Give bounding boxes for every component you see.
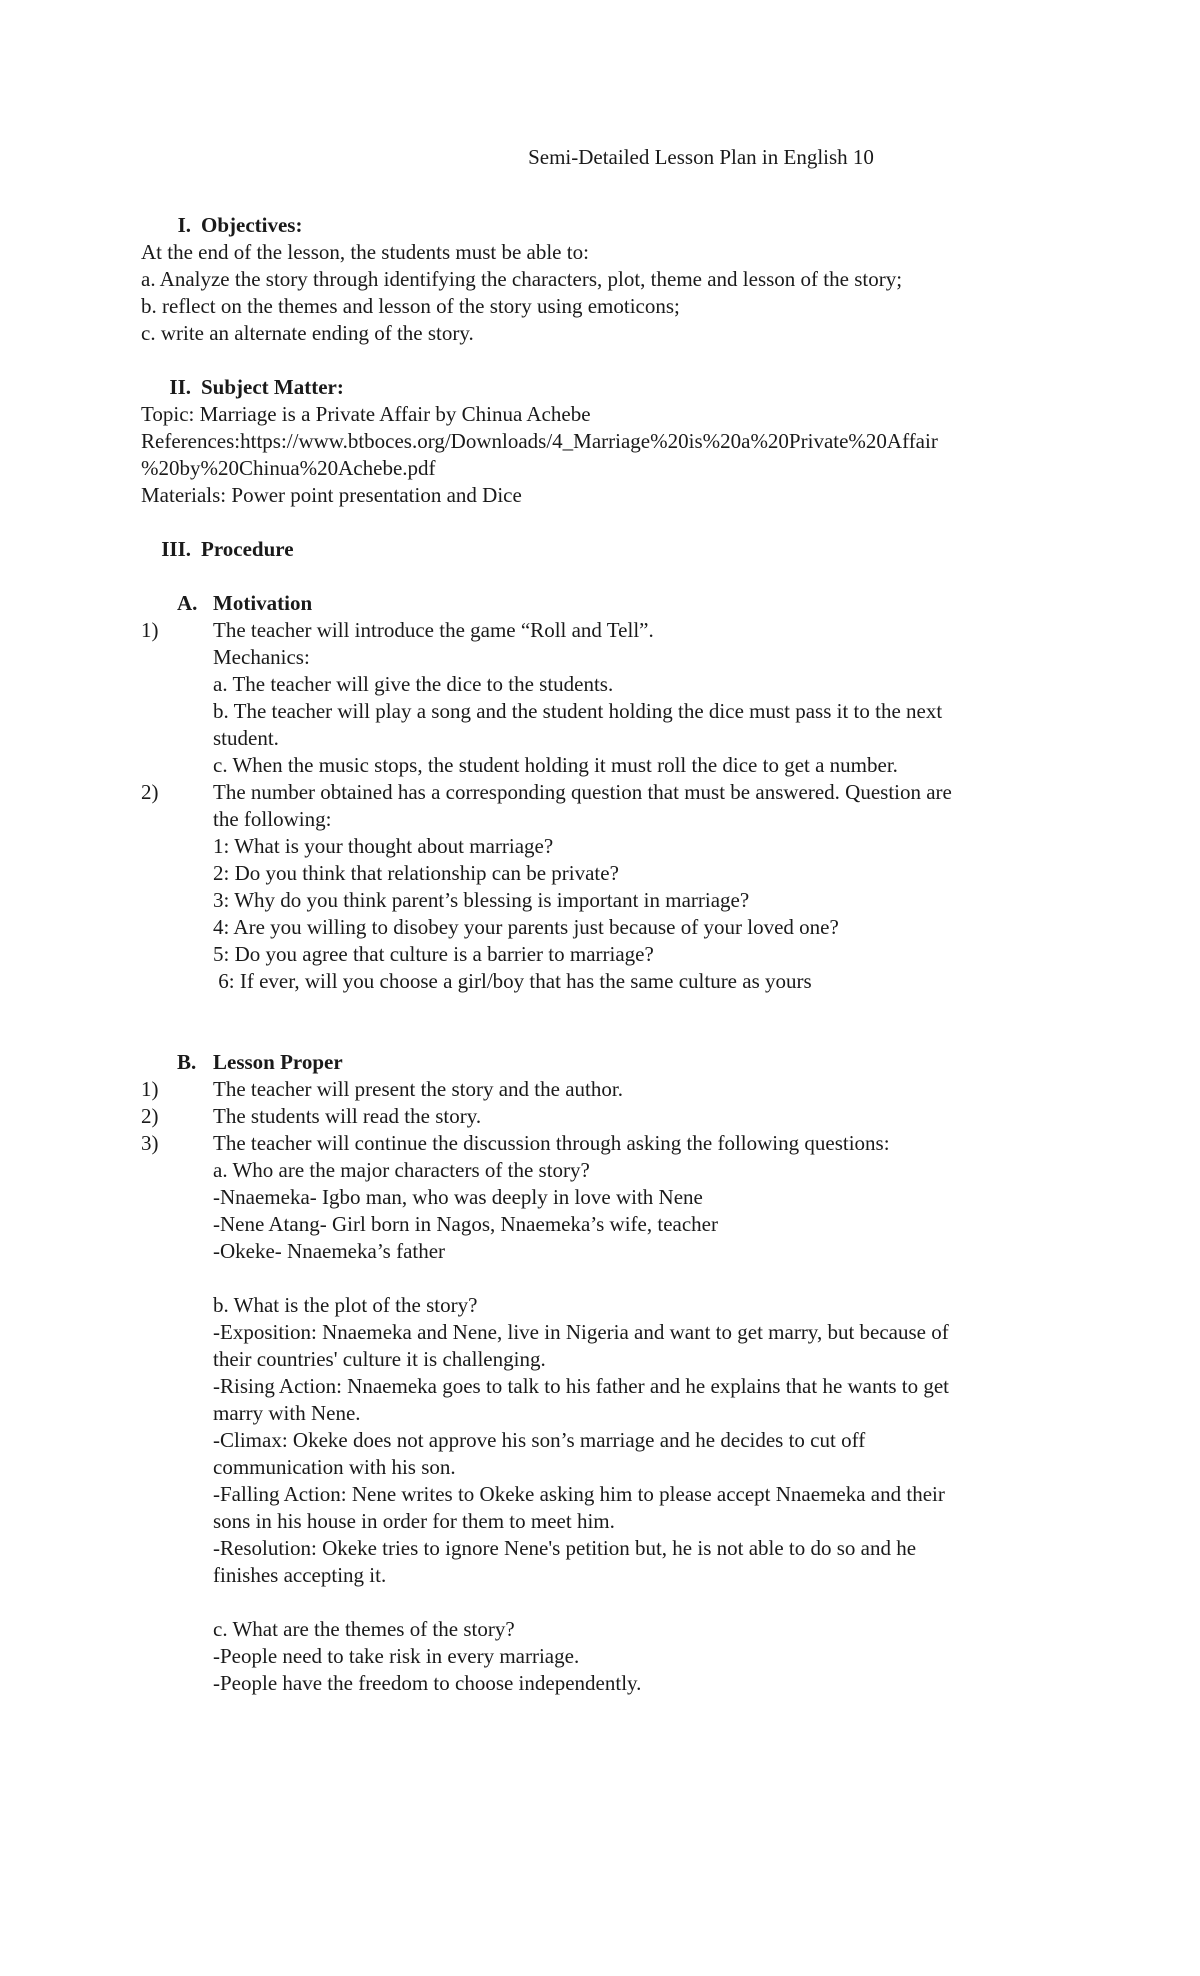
question-item: 4: Are you willing to disobey your parents just because of your loved one? xyxy=(213,915,839,939)
subsection-title: Lesson Proper xyxy=(213,1050,343,1074)
objectives-intro: At the end of the lesson, the students must be able to: xyxy=(141,240,589,264)
reference-line: References:https://www.btboces.org/Downloads/4_Marriage%20is%20a%20Private%20Affair xyxy=(141,429,938,453)
question-item: 5: Do you agree that culture is a barrier to marriage? xyxy=(213,942,654,966)
theme-item: -People have the freedom to choose independently. xyxy=(213,1671,642,1695)
materials-line: Materials: Power point presentation and Dice xyxy=(141,483,522,507)
step-number: 1) xyxy=(141,1077,159,1101)
subsection-title: Motivation xyxy=(213,591,313,615)
subsection-letter: B. xyxy=(177,1050,197,1074)
objectives-heading xyxy=(141,212,1061,239)
plot-line: finishes accepting it. xyxy=(213,1563,387,1587)
character-item: -Nnaemeka- Igbo man, who was deeply in love with Nene xyxy=(213,1185,703,1209)
subsection-letter: A. xyxy=(177,591,198,615)
step-text: The students will read the story. xyxy=(213,1104,482,1128)
theme-item: -People need to take risk in every marriage. xyxy=(213,1644,580,1668)
discussion-question: b. What is the plot of the story? xyxy=(213,1293,478,1317)
objective-item: b. reflect on the themes and lesson of the story using emoticons; xyxy=(141,294,680,318)
step-text: The teacher will introduce the game “Roll and Tell”. xyxy=(213,618,654,642)
mechanics-item: b. The teacher will play a song and the student holding the dice must pass it to the next xyxy=(213,699,943,723)
numbered-step xyxy=(141,1103,1061,1130)
document-title: Semi-Detailed Lesson Plan in English 10 xyxy=(528,145,874,169)
motivation-heading xyxy=(141,590,1061,617)
numbered-step xyxy=(141,1130,1061,1157)
topic-line: Topic: Marriage is a Private Affair by Chinua Achebe xyxy=(141,402,591,426)
numbered-step xyxy=(141,779,1061,806)
section-title: Objectives: xyxy=(201,213,303,237)
step-text-continued: the following: xyxy=(213,807,332,831)
mechanics-label: Mechanics: xyxy=(213,645,310,669)
lesson-proper-heading xyxy=(141,1049,1061,1076)
question-item: 2: Do you think that relationship can be private? xyxy=(213,861,619,885)
step-number: 2) xyxy=(141,1104,159,1128)
section-number: I. xyxy=(177,213,191,237)
step-number: 1) xyxy=(141,618,159,642)
plot-line: -Resolution: Okeke tries to ignore Nene's petition but, he is not able to do so and he xyxy=(213,1536,917,1560)
plot-line: sons in his house in order for them to meet him. xyxy=(213,1509,615,1533)
plot-line: -Falling Action: Nene writes to Okeke asking him to please accept Nnaemeka and their xyxy=(213,1482,945,1506)
objective-item: c. write an alternate ending of the story. xyxy=(141,321,474,345)
question-item: 1: What is your thought about marriage? xyxy=(213,834,554,858)
section-title: Subject Matter: xyxy=(201,375,344,399)
mechanics-item: a. The teacher will give the dice to the students. xyxy=(213,672,614,696)
discussion-question: c. What are the themes of the story? xyxy=(213,1617,515,1641)
step-text: The teacher will continue the discussion through asking the following questions: xyxy=(213,1131,890,1155)
question-item: 6: If ever, will you choose a girl/boy that has the same culture as yours xyxy=(213,969,812,993)
step-number: 2) xyxy=(141,780,159,804)
reference-line-continued: %20by%20Chinua%20Achebe.pdf xyxy=(141,456,436,480)
section-title: Procedure xyxy=(201,537,294,561)
character-item: -Okeke- Nnaemeka’s father xyxy=(213,1239,446,1263)
objective-item: a. Analyze the story through identifying the characters, plot, theme and lesson of the story; xyxy=(141,267,903,291)
plot-line: their countries' culture it is challenging. xyxy=(213,1347,546,1371)
question-item: 3: Why do you think parent’s blessing is important in marriage? xyxy=(213,888,750,912)
subject-matter-heading xyxy=(141,374,1061,401)
character-item: -Nene Atang- Girl born in Nagos, Nnaemeka’s wife, teacher xyxy=(213,1212,718,1236)
section-number: III. xyxy=(161,537,191,561)
mechanics-item-continued: student. xyxy=(213,726,279,750)
plot-line: -Climax: Okeke does not approve his son’s marriage and he decides to cut off xyxy=(213,1428,866,1452)
plot-line: -Rising Action: Nnaemeka goes to talk to his father and he explains that he wants to get xyxy=(213,1374,949,1398)
step-text: The number obtained has a corresponding question that must be answered. Question are xyxy=(213,780,952,804)
procedure-heading xyxy=(141,536,1061,563)
plot-line: -Exposition: Nnaemeka and Nene, live in Nigeria and want to get marry, but because of xyxy=(213,1320,949,1344)
step-text: The teacher will present the story and the author. xyxy=(213,1077,623,1101)
mechanics-item: c. When the music stops, the student holding it must roll the dice to get a number. xyxy=(213,753,898,777)
lesson-plan xyxy=(141,144,1061,1697)
section-number: II. xyxy=(169,375,191,399)
step-number: 3) xyxy=(141,1131,159,1155)
discussion-question: a. Who are the major characters of the story? xyxy=(213,1158,590,1182)
plot-line: communication with his son. xyxy=(213,1455,456,1479)
numbered-step xyxy=(141,1076,1061,1103)
numbered-step xyxy=(141,617,1061,644)
plot-line: marry with Nene. xyxy=(213,1401,361,1425)
